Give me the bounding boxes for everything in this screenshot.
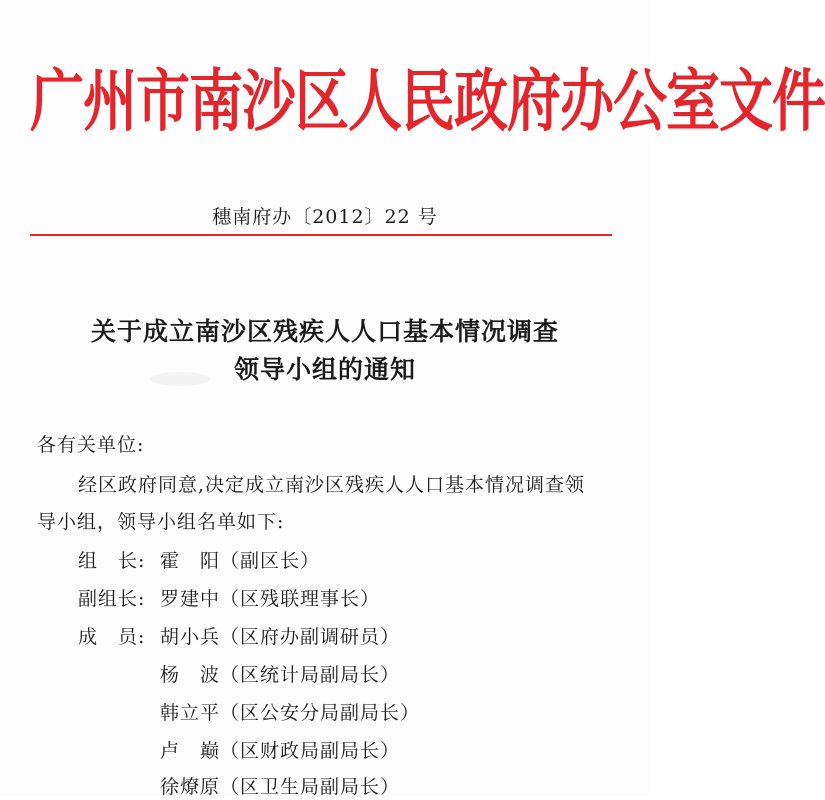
member-row-member — [78, 772, 400, 800]
subject-line-1: 关于成立南沙区残疾人人口基本情况调查 — [90, 317, 559, 346]
document-header-title: 广州市南沙区人民政府办公室文件 — [30, 62, 825, 141]
member-name: 韩立平（区公安分局副局长） — [160, 702, 421, 724]
document-number: 穗南府办〔2012〕22 号 — [212, 206, 438, 228]
member-role: 副组长: — [78, 588, 146, 610]
member-name: 霍 阳（副区长） — [160, 550, 321, 572]
paragraph-line-1: 经区政府同意,决定成立南沙区残疾人人口基本情况调查领 — [78, 474, 586, 496]
member-name: 罗建中（区残联理事长） — [160, 588, 381, 610]
member-name: 徐燎原（区卫生局副局长） — [160, 776, 401, 798]
member-row-member — [78, 622, 400, 650]
member-row-deputy — [78, 584, 380, 612]
member-row-member — [78, 660, 400, 688]
salutation: 各有关单位: — [37, 434, 145, 456]
member-name: 卢 巅（区财政局副局长） — [160, 740, 401, 762]
member-row-leader — [78, 546, 320, 574]
member-role: 组 长: — [78, 550, 146, 572]
red-divider-line — [30, 234, 612, 236]
member-row-member — [78, 736, 400, 764]
member-role: 成 员: — [78, 626, 146, 648]
member-name: 胡小兵（区府办副调研员） — [160, 626, 401, 648]
member-row-member — [78, 698, 420, 726]
member-name: 杨 波（区统计局副局长） — [160, 664, 401, 686]
paragraph-line-2: 导小组，领导小组名单如下: — [37, 511, 285, 533]
subject-line-2: 领导小组的通知 — [233, 355, 416, 384]
